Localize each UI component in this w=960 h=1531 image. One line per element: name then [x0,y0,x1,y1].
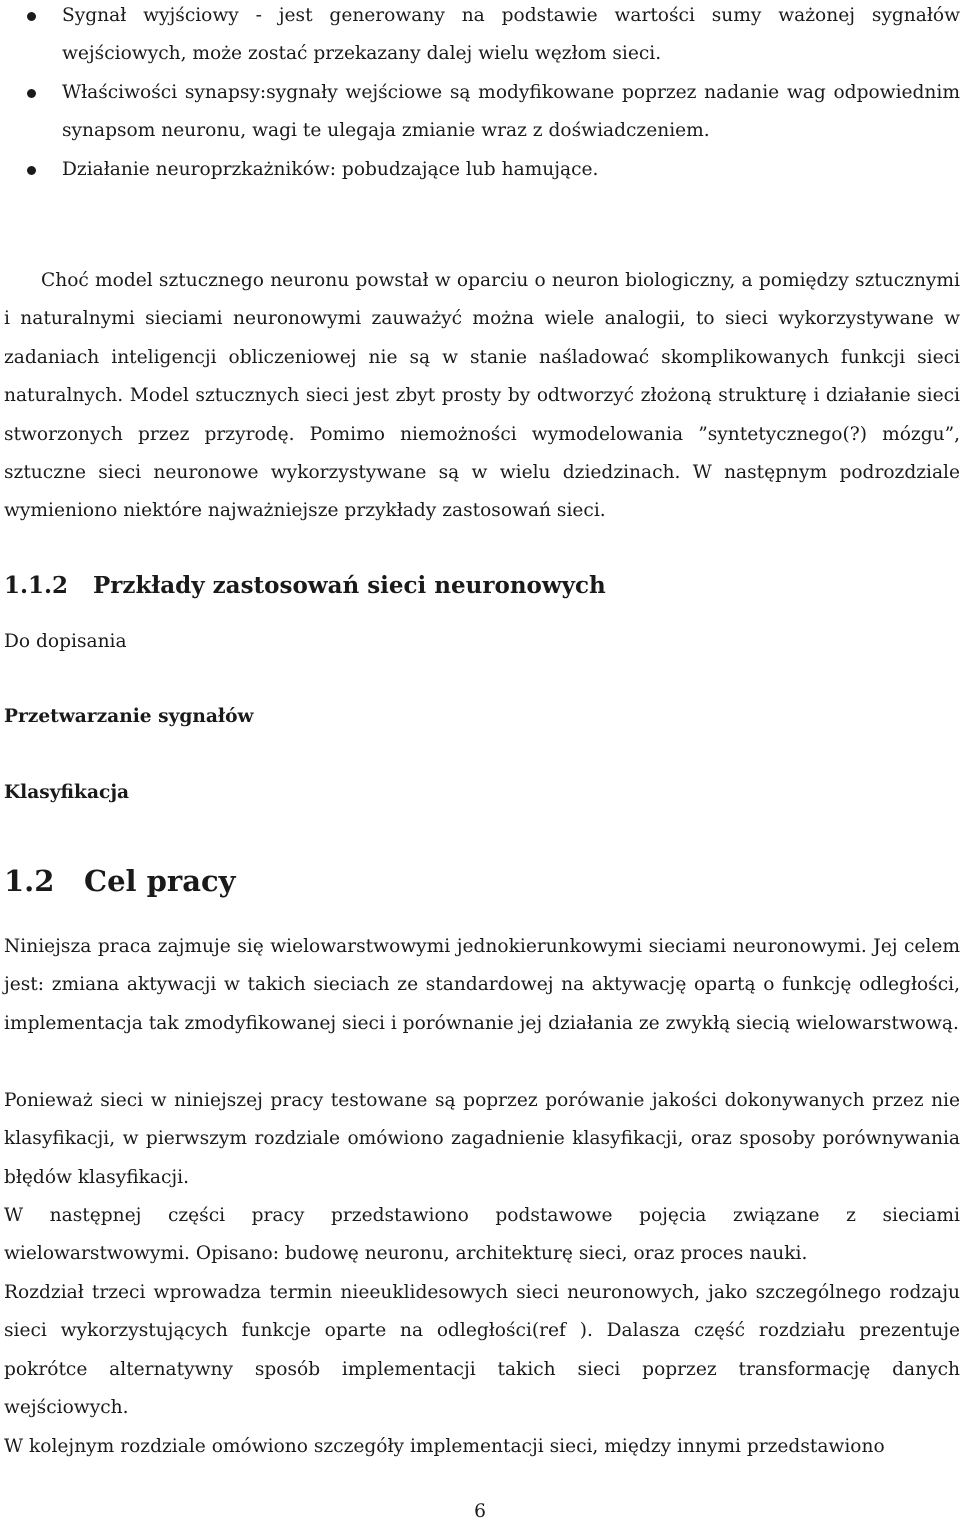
bullet-text: Działanie neuroprzkażników: pobudzające lub hamujące. [62,158,599,180]
subsection-number: 1.1.2 [4,572,69,599]
bullet-text: Właściwości synapsy:sygnały wejściowe są modyfikowane poprzez nadanie wag odpowiednim synapsom neuronu, wagi te ulegaja zmianie wraz z doświadczeniem. [62,81,960,142]
bullet-icon [27,89,36,98]
subsection-heading [4,566,606,606]
subsection-title: Przkłady zastosowań sieci neuronowych [93,572,606,599]
todo-text: Do dopisania [4,631,127,652]
goal-paragraph-4: Rozdział trzeci wprowadza termin nieeuklidesowych sieci neuronowych, jako szczególnego rodzaju sieci wykorzystujących funkcje oparte na odległości(ref ). Dalasza część rozdziału prezentuje pokrótce alternatywny sposób implementacji takich sieci poprzez transformację danych wejściowych. [4,1282,960,1419]
list-item [0,74,960,151]
paragraph-heading-signal-processing: Przetwarzanie sygnałów [4,706,254,727]
bullet-list [0,0,960,189]
bullet-text: Sygnał wyjściowy - jest generowany na podstawie wartości sumy ważonej sygnałów wejściowych, może zostać przekazany dalej wielu węzłom sieci. [62,5,960,65]
goal-paragraph-1: Niniejsza praca zajmuje się wielowarstwowymi jednokierunkowymi sieciami neuronowymi. Jej celem jest: zmiana aktywacji w takich sieciach ze standardowej na aktywację opartą o funkcję odległości, implementacja tak zmodyfikowanej sieci i porównanie jej działania ze zwykłą siecią wielowarstwową. [4,936,960,1034]
section-heading [4,858,236,904]
section-number: 1.2 [4,864,55,898]
intro-paragraph: Choć model sztucznego neuronu powstał w oparciu o neuron biologiczny, a pomiędzy sztucznymi i naturalnymi sieciami neuronowymi zauważyć można wiele analogii, to sieci wykorzystywane w zadaniach inteligencji obliczeniowej nie są w stanie naśladować skomplikowanych funkcji sieci naturalnych. Model sztucznych sieci jest zbyt prosty by odtworzyć złożoną strukturę i działanie sieci stworzonych przez przyrodę. Pomimo niemożności wymodelowania ”syntetycznego(?) mózgu”, sztuczne sieci neuronowe wykorzystywane są w wielu dziedzinach. W następnym podrozdziale wymieniono niektóre najważniejsze przykłady zastosowań sieci. [4,270,960,522]
goal-paragraph-3: W następnej części pracy przedstawiono podstawowe pojęcia związane z sieciami wielowarstwowymi. Opisano: budowę neuronu, architekturę sieci, oraz proces nauki. [4,1205,960,1265]
section-title: Cel pracy [84,864,236,898]
goal-paragraph-2: Ponieważ sieci w niniejszej pracy testowane są poprzez porówanie jakości dokonywanych przez nie klasyfikacji, w pierwszym rozdziale omówiono zagadnienie klasyfikacji, oraz sposoby porównywania błędów klasyfikacji. [4,1090,960,1188]
goal-paragraph-5: W kolejnym rozdziale omówiono szczegóły implementacji sieci, między innymi przedstawiono [4,1436,885,1457]
page-number: 6 [474,1501,486,1522]
list-item [0,0,960,74]
bullet-icon [27,166,36,175]
bullet-icon [27,12,36,21]
paragraph-heading-classification: Klasyfikacja [4,782,130,803]
list-item [0,151,960,189]
